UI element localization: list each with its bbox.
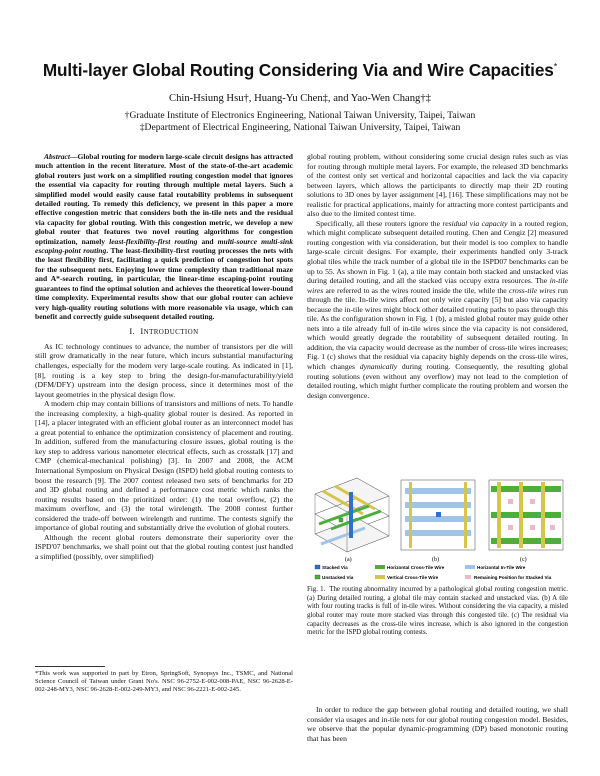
term-cross-tile-wires: cross-tile wires — [508, 285, 556, 295]
sublabel-c: (c) — [520, 557, 527, 563]
section-title-initial: I — [140, 326, 144, 337]
legend-swatch-remaining-via — [465, 575, 471, 579]
section-title-rest: NTRODUCTION — [143, 328, 199, 337]
remaining-via-position — [508, 499, 513, 504]
remaining-via-position — [530, 499, 535, 504]
abstract-text-1: —Global routing for modern large-scale circuit designs has attracted much attention in the recent literature. Most of the state-of-the-art academic global routers just work on a simplified routing congestion model that ignores the essential via capacity for routing through multiple metal layers. Such a simplified model would easily cause fatal routability problems in subsequent detailed routing. To remedy this deficiency, we present in this paper a more effective congestion metric that considers both the in-tile nets and the residual via capacity for global routing. With this congestion metric, we develop a new global router that features two novel routing algorithms for congestion optimization, namely — [35, 152, 293, 246]
legend-remaining-stacked-via: Remaining Position for Stacked Via — [474, 575, 552, 580]
term-dynamically: dynamically — [359, 362, 398, 372]
remaining-via-position — [530, 525, 535, 530]
affiliation-1: †Graduate Institute of Electronics Engineering, National Taiwan University, Taipei, Taiwan — [124, 110, 476, 121]
figure-legend — [315, 565, 526, 570]
vertical-cross-tile-wire — [464, 482, 467, 548]
para-text-a: Specifically, all these routers ignore the — [316, 218, 443, 228]
horizontal-in-tile-wire — [405, 530, 471, 536]
para-text-c: are referred to as the wires routed inside the tile, while the — [323, 285, 509, 295]
vertical-cross-tile-wire — [541, 482, 545, 548]
term-in-tile-wires: in-tile wires — [307, 276, 568, 295]
horizontal-in-tile-wire — [405, 488, 471, 494]
right-column-bottom — [307, 705, 568, 743]
intro-paragraph-2: A modern chip may contain billions of transistors and millions of nets. To handle the increasing complexity, a high-quality global router is desired. As reported in [14], a placer integrated with an efficient global router as an interconnect model has a great potential to enhance the optimization consistency of placement and routing. In addition, suffered from the manufacturing closure issues, global routing is the key step to address various nanometer electrical effects, such as crosstalk [17] and CMP (chemical-mechanical polishing) [3]. In 2007 and 2008, the ACM International Symposium on Physical Design (ISPD) held global routing contests to boost the research [9]. The 2007 contest released two sets of benchmarks for 2D and 3D global routing and defined a performance cost metric which ranks the routing results based on the prioritized order: (1) the total overflow, (2) the maximum overflow, and (3) the total wirelength. The 2008 contest further considered the trade-off between wirelength and runtime. The contests signify the importance of global routing and substantially drive the evolution of global routers. — [35, 399, 293, 533]
abstract-italic-1: least-flexibility-first routing — [109, 236, 198, 246]
legend-swatch-horizontal-in-tile — [465, 565, 475, 569]
section-heading-introduction — [35, 327, 293, 338]
stacked-via — [349, 492, 353, 538]
title-footnote-mark: * — [553, 61, 558, 72]
footnote: *This work was supported in part by Etron, SpringSoft, Synopsys Inc., TSMC, and National Science Council of Taiwan under Grant No's. NSC 96-2752-E-002-008-PAE, NSC 96-2628-E-002-248-MY3, NSC 96-2628-E-002-249-MY3, and NSC 96-2221-E-002-245. — [35, 670, 293, 694]
abstract-italic-2: multi-source multi-sink escaping-point routing — [35, 236, 293, 256]
vertical-cross-tile-wire — [497, 482, 501, 548]
abstract-text-3: . The least-flexibility-first routing processes the nets with the least flexibility first, facilitating a quick prediction of congestion hot spots for the subsequent nets. Enjoying lower time complexity than traditional maze and A*-search routing, in particular, the linear-time escaping-point routing guarantees to find the optimal solution and achieves the theoretical lower-bound time complexity. Experimental results show that our global router can achieve very high-quality routing solutions with more reasonable via usage, which can benefit and correctly guide subsequent detailed routing. — [35, 246, 293, 321]
horizontal-cross-tile-wire — [491, 538, 561, 544]
legend-horizontal-cross-tile-wire: Horizontal Cross-Tile Wire — [387, 565, 445, 570]
remaining-via-position — [508, 525, 513, 530]
figure-1c-residual-via-capacity — [489, 480, 563, 563]
para-text-e: during routing. Consequently, the resulting global routing solutions (even without any overflow) may not lead to the completion of detailed routing, which might further complicate the routing problem and worsen the design convergence. — [307, 362, 568, 400]
legend-vertical-cross-tile-wire: Vertical Cross-Tile Wire — [387, 575, 439, 580]
legend-swatch-vertical-cross-tile — [375, 575, 385, 579]
intro-paragraph-1: As IC technology continues to advance, the number of transistors per die will still grow dramatically in the near future, which incurs substantial manufacturing challenges, especially for the modern very large-scale routing. As indicated in [1], [8], routing is a key step to bring the design-for-manufacturability/yield (DFM/DFY) upstream into the design process, since it determines most of the layout geometries in the physical design flow. — [35, 341, 293, 399]
sublabel-b: (b) — [432, 557, 439, 563]
abstract-lead: Abstract — [44, 152, 70, 161]
figure-legend-row-2 — [305, 574, 569, 582]
intro-paragraph-3: Although the recent global routers demonstrate their superiority over the ISPD'07 benchmarks, we shall point out that the global routing contest just handled a simplified (possibly, over simplified) — [35, 532, 293, 561]
vertical-cross-tile-wire — [519, 482, 523, 548]
legend-swatch-stacked-via — [315, 565, 320, 569]
body-paragraph-continued: global routing problem, without considering some crucial design rules such as vias for routing through multiple metal layers. For example, the released 3D benchmarks of the contest only set vertical and horizontal capacities and lack the via capacity between layers, which allows the participants to directly map their 2D routing solutions to 3D ones by layer assignment [4], [16]. These simplifications may not be realistic for practical applications, mainly for attracting more contest participants and also due to the limited contest time. — [307, 152, 568, 219]
horizontal-cross-tile-wire — [491, 486, 561, 492]
title-text: Multi-layer Global Routing Considering Via and Wire Capacities — [42, 60, 554, 80]
figure-1 — [305, 466, 569, 574]
legend-horizontal-in-tile-wire: Horizontal In-Tile Wire — [477, 565, 526, 570]
term-residual-via-capacity: residual via capacity — [442, 218, 508, 228]
stacked-via — [436, 512, 441, 517]
author-list: Chin-Hsiung Hsu†, Huang-Yu Chen‡, and Yao-Wen Chang†‡ — [169, 93, 431, 104]
figure-caption — [307, 586, 568, 638]
abstract — [35, 152, 293, 321]
figure-1a-3d-tile — [315, 478, 389, 563]
body-paragraph-residual-via — [307, 219, 568, 400]
legend-stacked-via: Stacked Via — [322, 565, 348, 570]
vertical-cross-tile-wire — [409, 482, 412, 548]
section-number: I. — [129, 326, 136, 337]
paper-title — [20, 60, 580, 81]
caption-label: Fig. 1. — [307, 586, 326, 593]
caption-text: The routing abnormality incurred by a pathological global routing congestion metric. (a) During detailed routing, a global tile may contain stacked and unstacked vias. (b) A tile with four routing tracks is full of in-tile wires. Without considering the via capacity, a misled global router may route more stacked vias through this congested tile. (c) The residual via capacity decreases as the cross-tile wires increase, which is also ignored in the congestion metric for the ISPD global routing contests. — [307, 586, 568, 637]
legend-swatch-horizontal-cross-tile — [375, 565, 385, 569]
legend-unstacked-via: Unstacked Via — [322, 575, 354, 580]
figure-1b-in-tile-wires — [401, 480, 475, 563]
horizontal-in-tile-wire — [405, 502, 471, 508]
para-text-b: in a routed region, which might complicate subsequent detailed routing. Chen and Cengiz [2] measured routing congestion with via consideration, but their model is too complex to handle large-scale circuit designs. For example, their experiments handled only 3-track global tiles while the track number of a global tile in the ISPD07 benchmarks can be up to 55. As shown in Fig. 1 (a), a tile may contain both stacked and unstacked vias during detailed routing, and all the stacked vias occupy extra resources. The — [307, 218, 568, 286]
legend-swatch-unstacked-via — [315, 575, 320, 579]
body-paragraph-gap: In order to reduce the gap between global routing and detailed routing, we shall consider via usages and in-tile nets for our global routing congestion model. Besides, we observe that the popular dynamic-programming (DP) based monotonic routing that has been — [307, 705, 568, 743]
sublabel-a: (a) — [345, 557, 352, 563]
remaining-via-position — [550, 525, 555, 530]
right-column-top — [307, 152, 568, 400]
para-text-d: run through the tile. In-tile wires affect not only wire capacity [5] but also via capacity because the in-tile wires might block other detailed routing paths to pass through this tile. As the configuration shown in Fig. 1 (b), a misled global router may guide other nets into a tile already full of in-tile wires since the via capacity is not considered, which would greatly degrade the routability of subsequent detailed routing. In addition, the via capacity would decrease as the number of cross-tile wires increases; Fig. 1 (c) shows that the residual via capacity highly depends on the cross-tile wires, which changes — [307, 285, 568, 372]
footnote-rule — [35, 666, 105, 667]
abstract-text-2: and — [197, 236, 218, 246]
affiliation-2: ‡Department of Electrical Engineering, National Taiwan University, Taipei, Taiwan — [139, 122, 461, 133]
unstacked-via — [339, 518, 343, 522]
horizontal-cross-tile-wire — [491, 512, 561, 518]
left-column — [35, 152, 293, 561]
